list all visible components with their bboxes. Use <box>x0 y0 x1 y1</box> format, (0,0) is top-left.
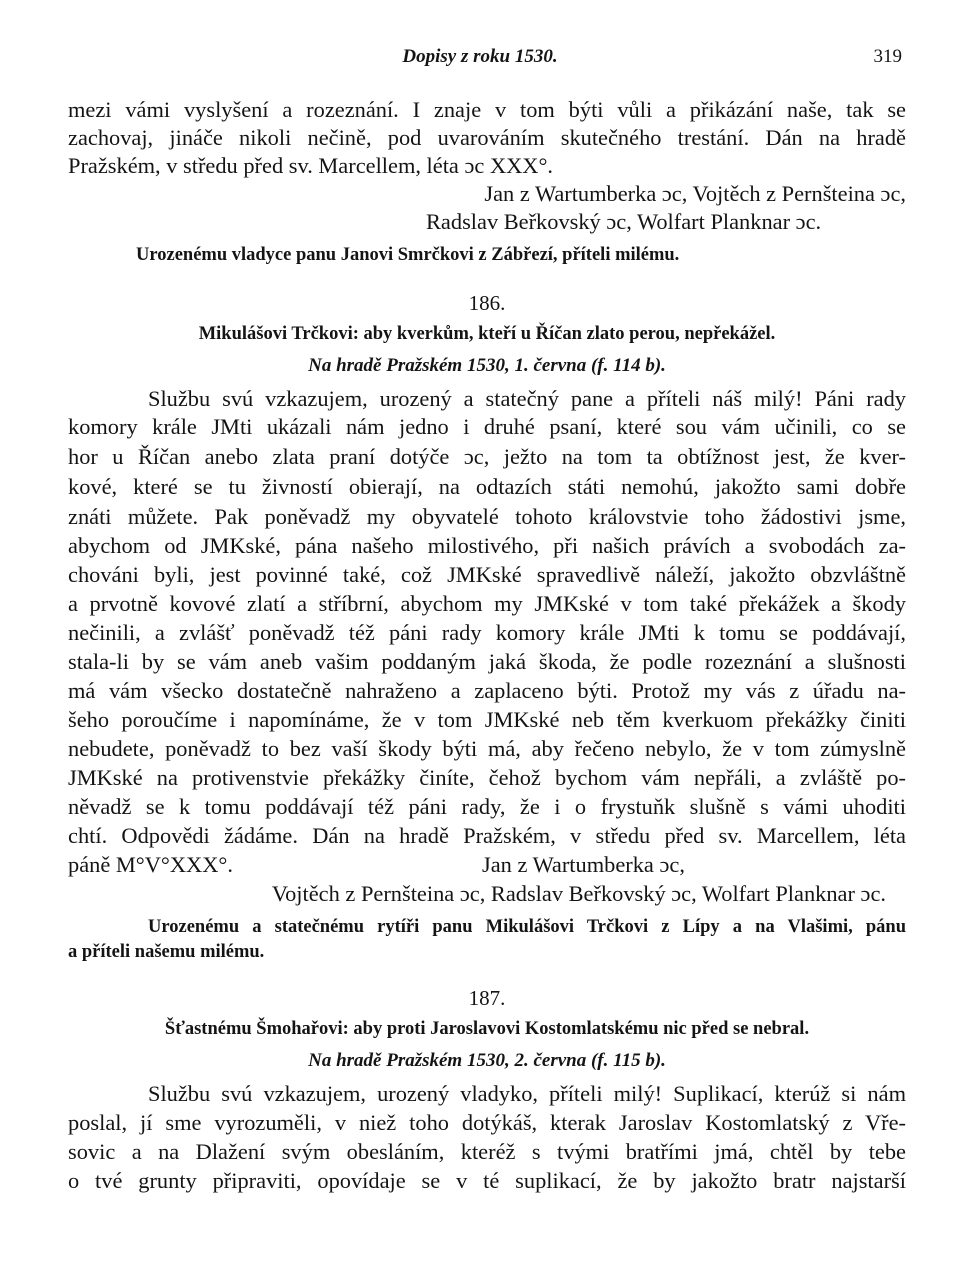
body-line: páně M°V°XXX°. <box>68 852 233 877</box>
running-title: Dopisy z roku 1530. <box>402 46 558 67</box>
body-line: Službu svú vzkazujem, urozený a statečný pane a příteli náš milý! Páni rady <box>148 386 906 411</box>
body-line: nečinili, a zvlášť poněvadž též páni rady komory krále JMti k tomu se poddávají, <box>68 620 906 645</box>
document-place-date: Na hradě Pražském 1530, 2. června (f. 115 b). <box>308 1050 666 1071</box>
body-line: a prvotně kovové zlatí a stříbrní, abychom my JMKské v tom také překážek a škody <box>68 591 906 616</box>
body-line: sovic a na Dlažení svým obesláním, kteréž s tvými bratřími jmá, chtěl by tebe <box>68 1139 906 1164</box>
body-line: mezi vámi vyslyšení a rozeznání. I znaje v tom býti vůli a přikázání naše, tak se <box>68 97 906 122</box>
body-line: šeho poroučíme i napomínáme, že v tom JMKské neb těm kverkuom překážky činiti <box>68 707 906 732</box>
body-line: chováni byli, jest povinné také, což JMKské spravedlivě náleží, jakožto obzvláštně <box>68 562 906 587</box>
document-summary: Šťastnému Šmohařovi: aby proti Jaroslavovi Kostomlatskému nic před se nebral. <box>164 1019 810 1039</box>
page-number: 319 <box>873 46 902 67</box>
letter-address: a příteli našemu milému. <box>68 942 265 962</box>
body-line: nebudete, poněvadž to bez vaší škody býti má, aby řečeno nebylo, že v tom zúmyslně <box>68 736 906 761</box>
body-line: hor u Říčan anebo zlata praní dotýče ɔc, ježto na tom ta obtížnost jest, že kver- <box>68 444 906 469</box>
body-line: Pražském, v středu před sv. Marcellem, léta ɔc XXX°. <box>68 153 554 178</box>
body-line: JMKské na protivenstvie překážky činíte, čehož bychom vám nepřáli, a zvláště po- <box>68 765 906 790</box>
body-line: chtí. Odpovědi žádáme. Dán na hradě Pražském, v středu před sv. Marcellem, léta <box>68 823 906 848</box>
body-line: má vám všecko dostatečně nahraženo a zaplaceno býti. Protož my vás z úřadu na- <box>68 678 906 703</box>
body-line: komory krále JMti ukázali nám jedno i druhé psaní, které sou vám učinili, co se <box>68 414 906 439</box>
document-number: 187. <box>468 986 506 1010</box>
body-line: kové, které se tu živností obierají, na odtazích státi nemohú, jakožto sami dobře <box>68 474 906 499</box>
letter-address: Urozenému a statečnému rytíři panu Mikulášovi Trčkovi z Lípy a na Vlašimi, pánu <box>148 917 906 937</box>
body-line: něvadž se k tomu poddávají též páni rady, že i o frystuňk slušně s vámi uhoditi <box>68 794 906 819</box>
body-line: poslal, jí sme vyrozuměli, v niež toho dotýkáš, kterak Jaroslav Kostomlatský z Vře- <box>68 1110 906 1135</box>
signature-line: Jan z Wartumberka ɔc, <box>482 852 685 877</box>
body-line: o tvé grunty připraviti, opovídaje se v té suplikací, že by jakožto bratr najstarší <box>68 1168 906 1193</box>
body-line: zachovaj, jináče nikoli nečině, pod uvarováním skutečného trestání. Dán na hradě <box>68 125 906 150</box>
document-place-date: Na hradě Pražském 1530, 1. června (f. 114 b). <box>308 355 666 376</box>
body-line: znáti můžete. Pak poněvadž my obyvatelé tohoto královstvie toho žádostivi jsme, <box>68 504 906 529</box>
signature-line: Vojtěch z Pernšteina ɔc, Radslav Beřkovský ɔc, Wolfart Planknar ɔc. <box>271 881 886 906</box>
signature-line: Radslav Beřkovský ɔc, Wolfart Planknar ɔc. <box>426 209 822 234</box>
body-line: stala-li by se vám aneb vašim poddaným jaká škoda, že podle rozeznání a slušnosti <box>68 649 906 674</box>
document-number: 186. <box>468 291 506 315</box>
document-summary: Mikulášovi Trčkovi: aby kverkům, kteří u Říčan zlato perou, nepřekážel. <box>198 324 776 344</box>
signature-line: Jan z Wartumberka ɔc, Vojtěch z Pernšteina ɔc, <box>484 181 906 206</box>
body-line: Službu svú vzkazujem, urozený vladyko, příteli milý! Suplikací, kterúž si nám <box>148 1081 906 1106</box>
letter-address: Urozenému vladyce panu Janovi Smrčkovi z Zábřezí, příteli milému. <box>136 245 680 265</box>
body-line: abychom od JMKské, pána našeho milostivého, při našich právích a svobodách za- <box>68 533 906 558</box>
